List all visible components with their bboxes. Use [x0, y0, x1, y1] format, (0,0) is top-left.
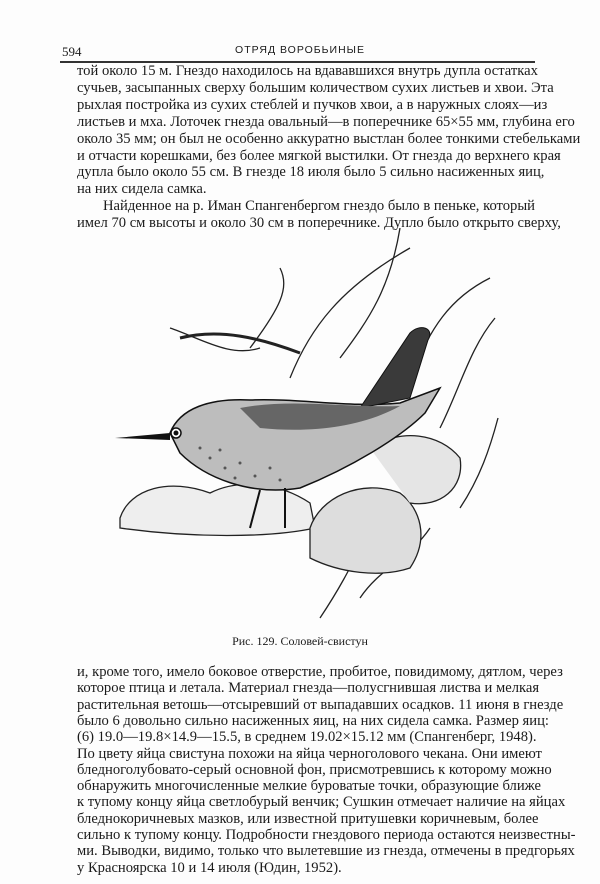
text-line: ми. Выводки, видимо, только что вылетевшие из гнезда, отмечены в предгорьях — [77, 843, 575, 860]
bird-beak — [115, 433, 170, 440]
text-line: дупла было около 55 см. В гнезде 18 июля было 5 сильно насиженных яиц, — [77, 164, 545, 181]
text-line: сильно к тупому концу. Подробности гнездового периода остаются неизвестны- — [77, 827, 576, 843]
text-line: той около 15 м. Гнездо находилось на вдававшихся внутрь дупла остатках — [77, 63, 538, 79]
branch — [250, 268, 284, 348]
running-title: ОТРЯД ВОРОБЬИНЫЕ — [235, 44, 365, 56]
text-line: Найденное на р. Иман Спангенбергом гнездо было в пеньке, который — [103, 198, 535, 215]
text-line: рыхлая постройка из сухих стеблей и пучков хвои, а в наружных слоях—из — [77, 96, 548, 113]
text-line: имел 70 см высоты и около 30 см в поперечнике. Дупло было открыто сверху, — [77, 215, 561, 232]
grass — [440, 318, 495, 428]
text-line: По цвету яйца свистуна похожи на яйца черноголового чекана. Они имеют — [77, 745, 542, 762]
text-line: обнаружить многочисленные мелкие буроватые точки, образующие ближе — [77, 778, 541, 795]
text-line: бледнокоричневых мазков, или известной притушевки коричневым, более — [77, 810, 539, 827]
text-line: на них сидела самка. — [77, 181, 207, 198]
text-line: около 35 мм; он был не особенно аккуратно выстлан более тонкими стебельками — [77, 130, 581, 147]
figure-caption: Рис. 129. Соловей-свистун — [232, 634, 368, 648]
text-line: растительная ветошь—отсыревший от выпадавших осадков. 11 июня в гнезде — [77, 696, 564, 713]
bird-pupil — [174, 431, 179, 436]
text-line: было 6 довольно сильно насиженных яиц, на них сидела самка. Размер яиц: — [77, 712, 549, 729]
text-line: и отчасти корешками, без более мягкой выстилки. От гнезда до верхнего края — [77, 147, 561, 164]
rock — [310, 488, 421, 573]
page-number: 594 — [62, 44, 82, 59]
grass — [460, 418, 498, 508]
text-line: которое птица и летала. Материал гнезда—полусгнившая листва и мелкая — [77, 680, 540, 697]
branch — [170, 328, 260, 351]
text-line: (6) 19.0—19.8×14.9—15.5, в среднем 19.02×15.12 мм (Спангенберг, 1948). — [77, 729, 537, 746]
branch — [340, 228, 400, 358]
text-line: и, кроме того, имело боковое отверстие, пробитое, повидимому, дятлом, через — [77, 664, 563, 680]
text-line: к тупому концу яйца светлобурый венчик; Сушкин отмечает наличие на яйцах — [77, 794, 566, 811]
text-line: бледноголубовато-серый основной фон, присмотревшись к которому можно — [77, 761, 552, 778]
bird-illustration — [110, 228, 500, 628]
branch — [290, 248, 410, 378]
text-line: листьев и мха. Лоточек гнезда овальный—в поперечнике 65×55 мм, глубина его — [77, 113, 575, 130]
text-line: у Красноярска 10 и 14 июля (Юдин, 1952). — [77, 859, 342, 876]
text-line: сучьев, засыпанных сверху большим количеством сухих листьев и хвои. Эта — [77, 79, 554, 96]
